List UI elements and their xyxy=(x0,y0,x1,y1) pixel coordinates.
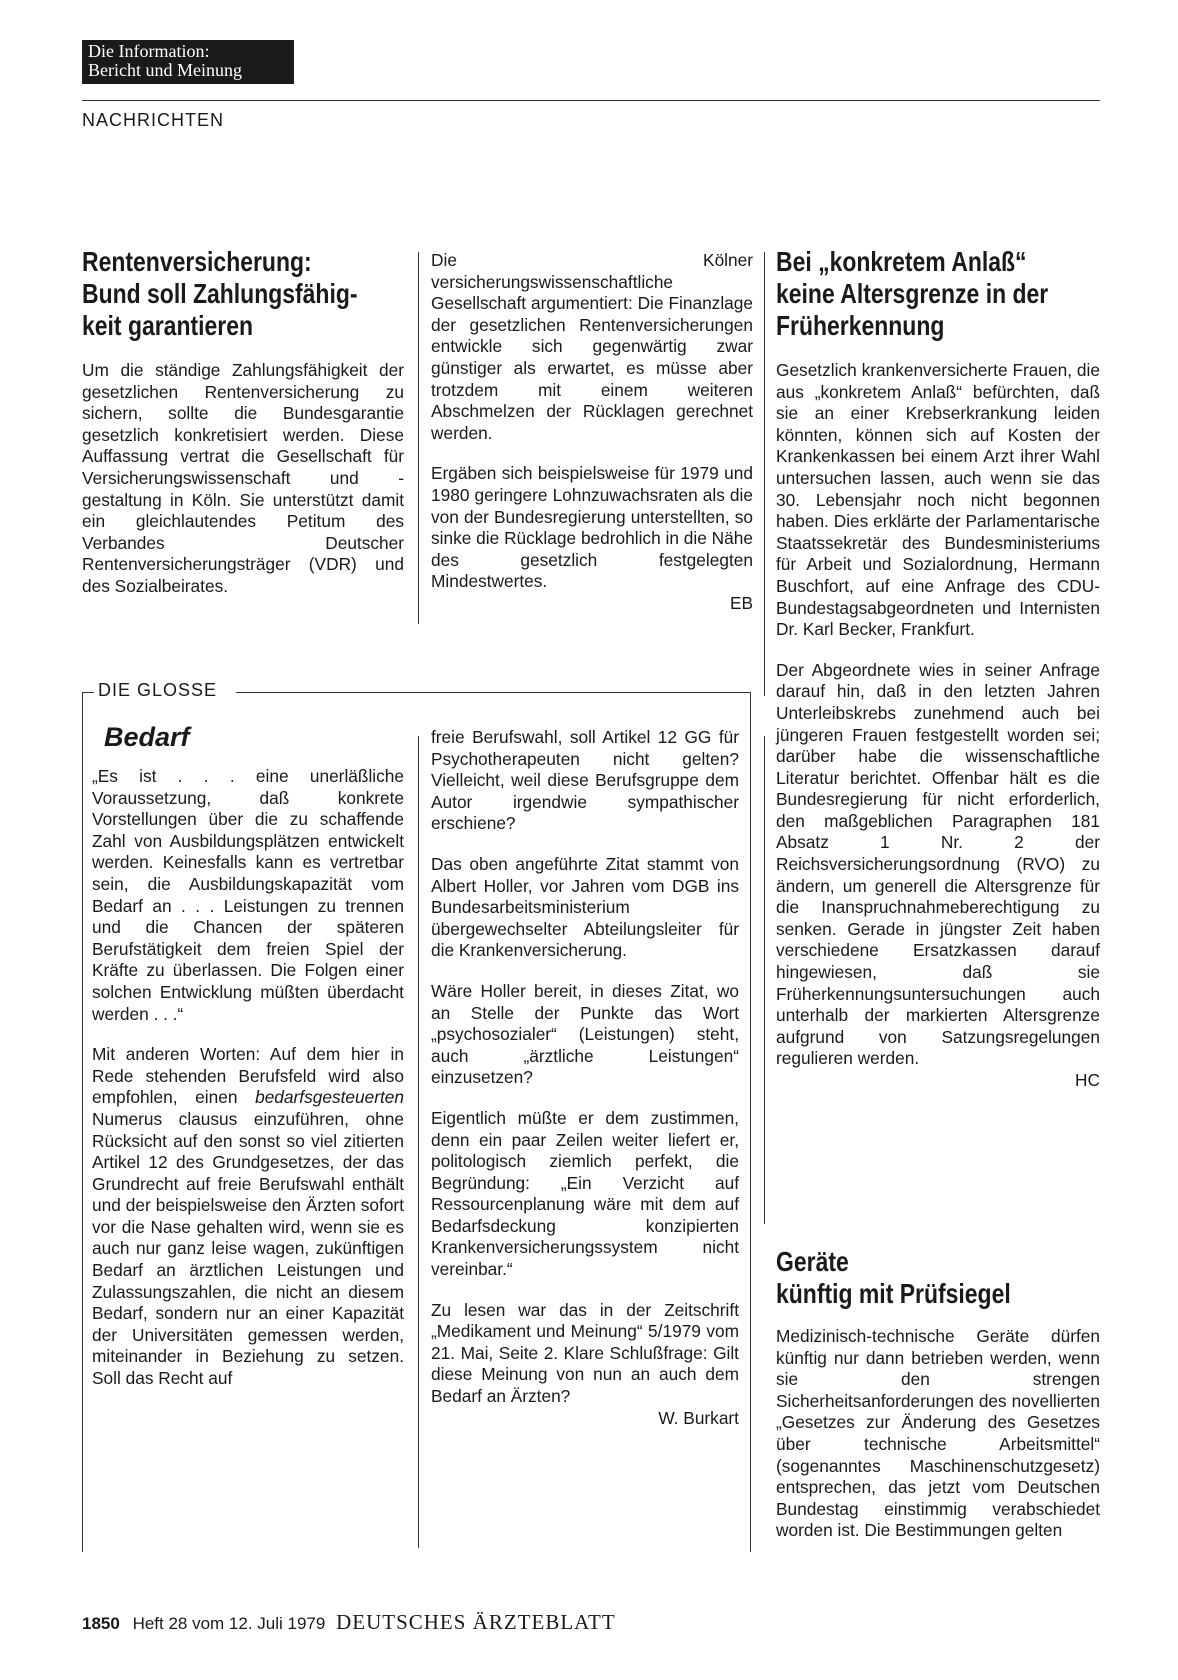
article3-paragraph: Medizinisch-technische Geräte dürfen künftig nur dann betrieben werden, wenn sie den strengen Sicherheitsanforderungen des novellierten „Gesetzes zur Änderung des Gesetzes über technische Arbeitsmittel“ (sogenanntes Maschinenschutzgesetz) entsprechen, das jetzt vom Deutschen Bundestag einstimmig verabschiedet worden ist. Die Bestimmungen gelten xyxy=(776,1326,1100,1541)
article3-headline xyxy=(776,1246,1011,1310)
article2-paragraph: Gesetzlich krankenversicherte Frauen, die aus „konkretem Anlaß“ befürchten, daß sie an einer Krebserkrankung leiden könnten, können sich auf Kosten der Krankenkassen bei einem Arzt ihrer Wahl untersuchen lassen, auch wenn sie das 30. Lebensjahr noch nicht begonnen haben. Dies erklärte der Parlamentarische Staatssekretär des Bundesministeriums für Arbeit und Sozialordnung, Hermann Buschfort, auf eine Anfrage des CDU-Bundestagsabgeordneten und Internisten Dr. Karl Becker, Frankfurt. xyxy=(776,360,1100,640)
glosse-emphasis: bedarfsgesteuerten xyxy=(255,1087,404,1108)
glosse-paragraph: Zu lesen war das in der Zeitschrift „Medikament und Meinung“ 5/1979 vom 21. Mai, Seite 2. Klare Schlußfrage: Gilt diese Meinung von nun an auch dem Bedarf an Ärzten? xyxy=(431,1299,739,1407)
column-divider xyxy=(418,736,419,1548)
section-title: NACHRICHTEN xyxy=(82,110,225,130)
article2-signature: HC xyxy=(1075,1070,1100,1090)
article1-headline-line: keit garantieren xyxy=(82,310,253,341)
department-label-line1: Die Information: xyxy=(88,41,210,61)
glosse-column2 xyxy=(431,727,739,1429)
glosse-text: Mit anderen Worten: Auf dem hier in Rede stehenden Berufsfeld wird also empfohlen, einen xyxy=(92,1044,404,1108)
article1-column2 xyxy=(431,250,753,615)
glosse-paragraph: „Es ist . . . eine unerläßliche Voraussetzung, daß konkrete Vorstellungen über die zu schaffende Zahl von Ausbildungsplätzen entwickelt werden. Keinesfalls kann es vertretbar sein, die Ausbildungskapazität vom Bedarf an . . . Leistungen zu trennen und die Chancen der späteren Berufstätigkeit dem freien Spiel der Kräfte zu überlassen. Die Folgen einer solchen Entwicklung müßten überdacht werden . . .“ xyxy=(92,766,404,1024)
glosse-text: Numerus clausus einzuführen, ohne Rücksicht auf den sonst so viel zitierten Artikel 12 des Grundgesetzes, der das Grundrecht auf freie Berufswahl enthält und der beispielsweise den Ärzten sofort vor die Nase gehalten wird, wenn sie es auch nur ganz leise wagen, zukünftigen Bedarf an ärztlichen Leistungen und Zulassungszahlen, die nicht an diesem Bedarf, sondern nur an einer Kapazität der Universitäten gemessen werden, miteinander in Beziehung zu setzen. Soll das Recht auf xyxy=(92,1108,404,1389)
article1-paragraph: Um die ständige Zahlungsfähigkeit der gesetzlichen Rentenversicherung zu sichern, sollte die Bundesgarantie gesetzlich konkretisiert werden. Diese Auffassung vertrat die Gesellschaft für Versicherungswissenschaft und -gestaltung in Köln. Sie unterstützt damit ein gleichlautendes Petitum des Verbandes Deutscher Rentenversicherungsträger (VDR) und des Sozialbeirates. xyxy=(82,360,404,596)
glosse-paragraph: freie Berufswahl, soll Artikel 12 GG für Psychotherapeuten nicht gelten? Vielleicht, weil diese Berufsgruppe dem Autor irgendwie sympathischer erschiene? xyxy=(431,727,739,834)
header-divider xyxy=(82,100,1100,101)
department-label-line2: Bericht und Meinung xyxy=(88,60,242,80)
article2-headline xyxy=(776,246,1048,342)
glosse-frame-left xyxy=(82,692,83,1552)
glosse-paragraph: Das oben angeführte Zitat stammt von Albert Holler, vor Jahren vom DGB ins Bundesarbeitsministerium übergewechselter Abteilungsleiter für die Krankenversicherung. xyxy=(431,853,739,961)
glosse-column1 xyxy=(92,766,404,1390)
column-divider xyxy=(764,252,765,696)
glosse-frame-top-right xyxy=(236,692,750,693)
magazine-name: DEUTSCHES ÄRZTEBLATT xyxy=(336,1610,616,1634)
article1-headline xyxy=(82,246,358,342)
glosse-author: W. Burkart xyxy=(658,1407,739,1428)
page-number: 1850 xyxy=(82,1614,120,1633)
glosse-label: DIE GLOSSE xyxy=(98,680,218,700)
article3-headline-line: künftig mit Prüfsiegel xyxy=(776,1278,1011,1309)
glosse-paragraph: Eigentlich müßte er dem zustimmen, denn ein paar Zeilen weiter liefert er, politologisch ziemlich perfekt, die Begründung: „Ein Verzicht auf Ressourcenplanung wäre mit dem auf Bedarfsdeckung konzipierten Krankenversicherungssystem nicht vereinbar.“ xyxy=(431,1107,739,1280)
department-label-box xyxy=(82,40,294,84)
glosse-frame-right xyxy=(750,692,751,1552)
glosse-title: Bedarf xyxy=(104,722,190,752)
article1-column1 xyxy=(82,360,404,617)
glosse-frame-top-left xyxy=(82,692,94,693)
article2-headline-line: Früherkennung xyxy=(776,310,945,341)
column-divider xyxy=(418,252,419,624)
article2-paragraph: Der Abgeordnete wies in seiner Anfrage darauf hin, daß in den letzten Jahren Unterleibskrebs zunehmend auch bei jüngeren Frauen festgestellt worden sei; darüber habe die wissenschaftliche Literatur berichtet. Offenbar hält es die Bundesregierung für nicht erforderlich, den maßgeblichen Paragraphen 181 Absatz 1 Nr. 2 der Reichsversicherungsordnung (RVO) zu ändern, um generell die Altersgrenze für die Inanspruchnahmeberechtigung zu senken. Gerade in jüngster Zeit haben verschiedene Ersatzkassen darauf hingewiesen, daß sie Früherkennungsuntersuchungen auch unterhalb der markierten Altersgrenze aufgrund von Satzungsregelungen regulieren werden. xyxy=(776,659,1100,1069)
article2-headline-line: Bei „konkretem Anlaß“ xyxy=(776,246,1027,277)
page-footer xyxy=(82,1610,616,1635)
column-divider xyxy=(764,736,765,1224)
issue-info: Heft 28 vom 12. Juli 1979 xyxy=(132,1614,326,1633)
article3-column xyxy=(776,1326,1100,1542)
article1-headline-line: Rentenversicherung: xyxy=(82,246,312,277)
article2-headline-line: keine Altersgrenze in der xyxy=(776,278,1049,309)
article1-paragraph: Die Kölner versicherungswissenschaftliche Gesellschaft argumentiert: Die Finanzlage der gesetzlichen Rentenversicherungen entwickle sich gegenwärtig zwar günstiger als erwartet, es müsse aber trotzdem mit einem weiteren Abschmelzen der Rücklagen gerechnet werden. xyxy=(431,250,753,443)
article1-headline-line: Bund soll Zahlungsfähig- xyxy=(82,278,358,309)
article3-headline-line: Geräte xyxy=(776,1246,849,1277)
glosse-paragraph: Wäre Holler bereit, in dieses Zitat, wo an Stelle der Punkte das Wort „psychosozialer“ (Leistungen) steht, auch „ärztliche Leistungen“ einzusetzen? xyxy=(431,980,739,1088)
article1-signature: EB xyxy=(729,592,753,613)
article2-column xyxy=(776,360,1100,1092)
article1-paragraph: Ergäben sich beispielsweise für 1979 und 1980 geringere Lohnzuwachsraten als die von der Bundesregierung unterstellten, so sinke die Rücklage bedrohlich in die Nähe des gesetzlich festgelegten Mindestwertes. xyxy=(431,463,753,592)
glosse-paragraph xyxy=(92,1044,404,1390)
